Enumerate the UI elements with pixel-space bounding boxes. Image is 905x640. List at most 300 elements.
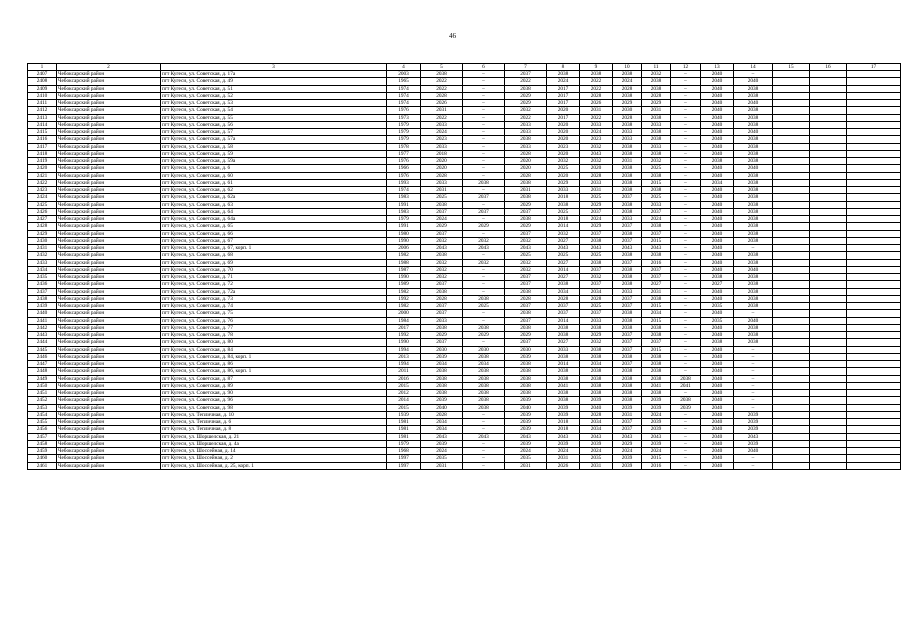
table-cell: 2038: [613, 324, 642, 331]
table-cell: [773, 92, 810, 99]
table-cell: [847, 165, 901, 172]
table-cell: 2040: [701, 310, 734, 317]
table-cell: –: [463, 440, 505, 447]
table-cell: –: [671, 411, 701, 418]
table-cell: пгт Кугеси, ул. Советская, д. 52: [161, 92, 387, 99]
table-row: [28, 426, 901, 433]
table-cell: 2038: [547, 281, 580, 288]
table-cell: –: [463, 150, 505, 157]
table-cell: –: [671, 237, 701, 244]
table-cell: –: [671, 361, 701, 368]
table-cell: 2040: [701, 230, 734, 237]
table-cell: 1992: [387, 295, 421, 302]
table-cell: –: [463, 107, 505, 114]
table-cell: 1976: [387, 172, 421, 179]
table-cell: [773, 71, 810, 78]
table-cell: Чебоксарский район: [57, 121, 161, 128]
table-cell: 2037: [613, 346, 642, 353]
table-cell: 2029: [580, 332, 613, 339]
table-cell: 2038: [701, 158, 734, 165]
table-cell: 2037: [613, 339, 642, 346]
column-number: 9: [580, 64, 613, 71]
table-cell: пгт Кугеси, ул. Советская, д. 53: [161, 100, 387, 107]
table-row: [28, 100, 901, 107]
table-cell: –: [463, 419, 505, 426]
table-cell: [810, 419, 847, 426]
table-cell: 1989: [387, 281, 421, 288]
table-cell: [847, 324, 901, 331]
table-cell: [773, 136, 810, 143]
table-cell: 2040: [701, 136, 734, 143]
table-cell: 2043: [547, 245, 580, 252]
table-cell: 2038: [734, 150, 773, 157]
table-cell: 2431: [28, 245, 57, 252]
table-cell: 2037: [613, 194, 642, 201]
table-cell: 2039: [421, 440, 463, 447]
table-cell: 2029: [505, 92, 547, 99]
table-cell: Чебоксарский район: [57, 368, 161, 375]
table-cell: пгт Кугеси, ул. Советская, д. 72а: [161, 288, 387, 295]
table-cell: пгт Кугеси, ул. Советская, д. 49: [161, 78, 387, 85]
table-cell: 2038: [734, 237, 773, 244]
table-cell: 1990: [387, 274, 421, 281]
table-cell: пгт Кугеси, ул. Шоссейная, д. 2: [161, 455, 387, 462]
table-cell: 2031: [421, 187, 463, 194]
table-cell: 2038: [734, 252, 773, 259]
table-cell: 2038: [580, 324, 613, 331]
table-cell: Чебоксарский район: [57, 295, 161, 302]
table-cell: 2038: [734, 187, 773, 194]
table-cell: –: [671, 129, 701, 136]
table-cell: [810, 274, 847, 281]
table-cell: 2038: [505, 324, 547, 331]
table-cell: пгт Кугеси, ул. Советская, д. 57: [161, 129, 387, 136]
table-cell: 1988: [387, 259, 421, 266]
table-cell: 2032: [505, 237, 547, 244]
table-cell: 2024: [642, 448, 671, 455]
table-cell: –: [671, 208, 701, 215]
table-cell: 2038: [505, 310, 547, 317]
table-cell: 2030: [463, 346, 505, 353]
table-cell: 2038: [642, 295, 671, 302]
table-cell: 2038: [734, 216, 773, 223]
table-cell: 2412: [28, 107, 57, 114]
table-cell: 2038: [421, 324, 463, 331]
table-cell: –: [463, 252, 505, 259]
table-cell: 1990: [387, 339, 421, 346]
table-cell: –: [463, 121, 505, 128]
table-cell: Чебоксарский район: [57, 85, 161, 92]
table-cell: 2038: [734, 274, 773, 281]
table-cell: Чебоксарский район: [57, 317, 161, 324]
table-cell: 2038: [613, 150, 642, 157]
table-cell: [847, 230, 901, 237]
table-row: [28, 433, 901, 440]
table-cell: 2038: [613, 71, 642, 78]
table-cell: 2032: [642, 158, 671, 165]
table-cell: 2043: [421, 433, 463, 440]
column-number: 6: [463, 64, 505, 71]
table-cell: Чебоксарский район: [57, 143, 161, 150]
table-cell: –: [671, 339, 701, 346]
table-cell: 2037: [421, 303, 463, 310]
table-cell: 2020: [421, 165, 463, 172]
table-cell: 2038: [734, 107, 773, 114]
table-cell: 2033: [547, 346, 580, 353]
table-cell: 2461: [28, 462, 57, 469]
table-cell: 2033: [613, 136, 642, 143]
table-cell: 2015: [642, 346, 671, 353]
table-cell: 2022: [505, 78, 547, 85]
table-row: [28, 440, 901, 447]
table-cell: 2428: [28, 223, 57, 230]
table-cell: –: [671, 317, 701, 324]
table-cell: 2025: [580, 252, 613, 259]
table-cell: 2037: [421, 310, 463, 317]
table-cell: Чебоксарский район: [57, 230, 161, 237]
table-cell: 2038: [613, 317, 642, 324]
table-cell: 2037: [580, 310, 613, 317]
table-cell: 2038: [642, 172, 671, 179]
table-cell: 2034: [701, 179, 734, 186]
table-cell: [773, 382, 810, 389]
table-cell: [810, 114, 847, 121]
table-cell: 2028: [613, 85, 642, 92]
table-cell: 2037: [505, 281, 547, 288]
table-cell: 2038: [505, 390, 547, 397]
table-cell: 2038: [613, 266, 642, 273]
table-cell: [810, 462, 847, 469]
table-cell: 2031: [421, 462, 463, 469]
table-cell: [810, 266, 847, 273]
table-cell: [773, 259, 810, 266]
table-cell: пгт Кугеси, ул. Советская, д. 64: [161, 208, 387, 215]
table-cell: [847, 194, 901, 201]
table-row: [28, 92, 901, 99]
table-cell: [810, 71, 847, 78]
table-cell: 2437: [28, 288, 57, 295]
table-row: [28, 129, 901, 136]
table-cell: –: [463, 274, 505, 281]
table-cell: 1973: [387, 114, 421, 121]
table-cell: 2015: [387, 404, 421, 411]
table-cell: 2415: [28, 129, 57, 136]
table-cell: 2457: [28, 433, 57, 440]
table-cell: 2034: [421, 419, 463, 426]
table-cell: 2418: [28, 150, 57, 157]
table-cell: Чебоксарский район: [57, 172, 161, 179]
table-cell: [773, 295, 810, 302]
table-cell: 2032: [580, 143, 613, 150]
table-cell: 2037: [580, 208, 613, 215]
table-cell: 2032: [421, 259, 463, 266]
table-cell: [773, 411, 810, 418]
table-cell: пгт Кугеси, ул. Советская, д. 86: [161, 361, 387, 368]
table-cell: 2039: [734, 440, 773, 447]
table-cell: 2038: [505, 375, 547, 382]
table-cell: 2033: [613, 129, 642, 136]
table-cell: 2043: [613, 245, 642, 252]
table-cell: 2038: [613, 252, 642, 259]
table-cell: 2020: [547, 136, 580, 143]
table-cell: [773, 179, 810, 186]
table-cell: 2024: [421, 129, 463, 136]
table-cell: 2033: [421, 121, 463, 128]
table-cell: –: [671, 71, 701, 78]
table-cell: 2453: [28, 404, 57, 411]
table-cell: [773, 158, 810, 165]
table-cell: 2037: [613, 237, 642, 244]
table-cell: 1980: [387, 230, 421, 237]
table-cell: 2033: [421, 143, 463, 150]
table-cell: 2040: [734, 165, 773, 172]
table-row: [28, 455, 901, 462]
table-cell: 2039: [580, 440, 613, 447]
table-cell: 1939: [387, 411, 421, 418]
table-cell: –: [463, 92, 505, 99]
table-cell: 2037: [642, 339, 671, 346]
table-cell: 2032: [580, 158, 613, 165]
table-cell: пгт Кугеси, ул. Советская, д. 59а: [161, 158, 387, 165]
table-cell: 2038: [547, 201, 580, 208]
table-cell: Чебоксарский район: [57, 100, 161, 107]
table-cell: –: [463, 448, 505, 455]
table-cell: 2038: [734, 295, 773, 302]
table-cell: 2038: [421, 390, 463, 397]
table-cell: 2040: [701, 353, 734, 360]
table-cell: 2039: [505, 353, 547, 360]
table-cell: 2033: [580, 317, 613, 324]
table-cell: 2024: [642, 411, 671, 418]
table-cell: Чебоксарский район: [57, 462, 161, 469]
table-cell: 2038: [613, 230, 642, 237]
table-cell: 2037: [580, 266, 613, 273]
table-cell: Чебоксарский район: [57, 411, 161, 418]
table-cell: [810, 332, 847, 339]
table-cell: 2029: [547, 179, 580, 186]
table-cell: –: [671, 121, 701, 128]
table-row: [28, 245, 901, 252]
table-cell: 2032: [505, 107, 547, 114]
table-cell: [847, 303, 901, 310]
table-cell: 2027: [547, 274, 580, 281]
table-cell: 2037: [642, 230, 671, 237]
table-cell: Чебоксарский район: [57, 390, 161, 397]
table-cell: пгт Кугеси, ул. Советская, д. 90: [161, 390, 387, 397]
table-cell: 2038: [642, 78, 671, 85]
table-cell: Чебоксарский район: [57, 426, 161, 433]
table-cell: 2452: [28, 397, 57, 404]
table-cell: [810, 310, 847, 317]
table-cell: –: [463, 310, 505, 317]
table-row: [28, 303, 901, 310]
table-cell: 2029: [463, 223, 505, 230]
table-cell: 2028: [421, 92, 463, 99]
table-cell: [773, 107, 810, 114]
table-cell: 2038: [642, 390, 671, 397]
table-cell: 2017: [547, 100, 580, 107]
table-cell: [773, 201, 810, 208]
table-cell: 2040: [701, 411, 734, 418]
table-cell: 1983: [387, 194, 421, 201]
table-cell: 2033: [547, 187, 580, 194]
table-cell: 2015: [642, 179, 671, 186]
table-cell: 2038: [580, 390, 613, 397]
table-cell: [773, 339, 810, 346]
table-cell: 2417: [28, 143, 57, 150]
table-cell: 2034: [580, 419, 613, 426]
table-cell: [847, 368, 901, 375]
table-cell: 2032: [463, 237, 505, 244]
table-cell: [773, 288, 810, 295]
table-cell: 2460: [28, 455, 57, 462]
table-cell: 2038: [734, 114, 773, 121]
table-cell: 2039: [642, 419, 671, 426]
table-cell: 2034: [421, 426, 463, 433]
table-row: [28, 404, 901, 411]
column-number: 3: [161, 64, 387, 71]
table-cell: 2445: [28, 346, 57, 353]
table-cell: 2020: [580, 165, 613, 172]
table-cell: 2038: [734, 172, 773, 179]
table-cell: Чебоксарский район: [57, 216, 161, 223]
table-cell: Чебоксарский район: [57, 303, 161, 310]
table-cell: 2425: [28, 201, 57, 208]
table-cell: 2037: [421, 208, 463, 215]
table-cell: 2426: [28, 208, 57, 215]
table-cell: 2040: [701, 346, 734, 353]
table-cell: Чебоксарский район: [57, 361, 161, 368]
table-cell: 2038: [613, 201, 642, 208]
table-cell: [847, 266, 901, 273]
table-cell: [773, 274, 810, 281]
table-cell: –: [671, 274, 701, 281]
table-cell: пгт Кугеси, ул. Советская, д. 62: [161, 187, 387, 194]
table-cell: [773, 237, 810, 244]
table-cell: 2440: [28, 310, 57, 317]
table-cell: Чебоксарский район: [57, 259, 161, 266]
table-row: [28, 172, 901, 179]
table-cell: пгт Кугеси, ул. Советская, д. 84, корп. 1: [161, 353, 387, 360]
table-cell: 2038: [734, 179, 773, 186]
column-number: 15: [773, 64, 810, 71]
table-cell: 2039: [642, 426, 671, 433]
table-cell: –: [463, 266, 505, 273]
table-cell: 1983: [387, 208, 421, 215]
table-cell: 2040: [701, 397, 734, 404]
table-cell: 2038: [613, 172, 642, 179]
table-cell: 2028: [642, 92, 671, 99]
table-cell: 2421: [28, 172, 57, 179]
table-cell: –: [463, 129, 505, 136]
table-row: [28, 143, 901, 150]
table-cell: 2024: [421, 216, 463, 223]
table-cell: пгт Кугеси, ул. Советская, д. 72: [161, 281, 387, 288]
table-cell: Чебоксарский район: [57, 158, 161, 165]
table-cell: Чебоксарский район: [57, 310, 161, 317]
table-cell: –: [463, 100, 505, 107]
table-cell: пгт Кугеси, ул. Советская, д. 54: [161, 107, 387, 114]
table-row: [28, 288, 901, 295]
table-cell: 2038: [613, 281, 642, 288]
table-cell: [847, 85, 901, 92]
table-cell: [810, 172, 847, 179]
table-cell: 2038: [547, 375, 580, 382]
table-cell: 2035: [701, 317, 734, 324]
table-cell: пгт Кугеси, ул. Советская, д. 66: [161, 230, 387, 237]
table-cell: 2038: [505, 216, 547, 223]
table-cell: 2029: [421, 223, 463, 230]
table-cell: 2043: [463, 433, 505, 440]
table-cell: 2040: [701, 375, 734, 382]
table-row: [28, 339, 901, 346]
table-cell: 2020: [547, 150, 580, 157]
table-cell: пгт Кугеси, ул. Шоршелская, д. 4а: [161, 440, 387, 447]
table-cell: 2038: [421, 375, 463, 382]
table-cell: 2040: [701, 462, 734, 469]
table-cell: [847, 339, 901, 346]
table-cell: 2037: [613, 361, 642, 368]
table-cell: –: [671, 78, 701, 85]
table-cell: –: [463, 114, 505, 121]
table-cell: 2032: [505, 259, 547, 266]
table-cell: 2038: [547, 71, 580, 78]
table-cell: 2038: [547, 353, 580, 360]
table-row: [28, 397, 901, 404]
table-cell: 2446: [28, 353, 57, 360]
table-cell: [810, 339, 847, 346]
table-cell: 2038: [734, 303, 773, 310]
table-cell: [810, 259, 847, 266]
table-cell: 2016: [642, 462, 671, 469]
table-cell: пгт Кугеси, ул. Шоссейная, д. 14: [161, 448, 387, 455]
table-cell: 2033: [642, 121, 671, 128]
table-row: [28, 71, 901, 78]
table-cell: 2031: [642, 107, 671, 114]
table-cell: [810, 353, 847, 360]
table-cell: [847, 259, 901, 266]
table-cell: –: [671, 462, 701, 469]
table-cell: –: [671, 353, 701, 360]
table-cell: [810, 143, 847, 150]
table-cell: –: [463, 426, 505, 433]
table-cell: 2028: [580, 92, 613, 99]
table-cell: 2031: [613, 158, 642, 165]
table-cell: 2040: [701, 455, 734, 462]
table-row: [28, 201, 901, 208]
table-cell: Чебоксарский район: [57, 440, 161, 447]
table-cell: 2043: [642, 245, 671, 252]
table-cell: 2039: [580, 397, 613, 404]
table-cell: [773, 143, 810, 150]
table-row: [28, 194, 901, 201]
table-cell: 1974: [387, 92, 421, 99]
table-cell: –: [463, 339, 505, 346]
table-cell: [847, 223, 901, 230]
table-cell: 2022: [421, 85, 463, 92]
table-cell: 2041: [642, 382, 671, 389]
table-cell: Чебоксарский район: [57, 237, 161, 244]
table-cell: 2037: [505, 274, 547, 281]
table-cell: [810, 194, 847, 201]
table-cell: 2038: [580, 375, 613, 382]
table-cell: –: [671, 455, 701, 462]
table-cell: 2043: [734, 433, 773, 440]
table-cell: 2032: [421, 274, 463, 281]
table-row: [28, 230, 901, 237]
table-cell: [810, 361, 847, 368]
table-cell: 2037: [505, 71, 547, 78]
